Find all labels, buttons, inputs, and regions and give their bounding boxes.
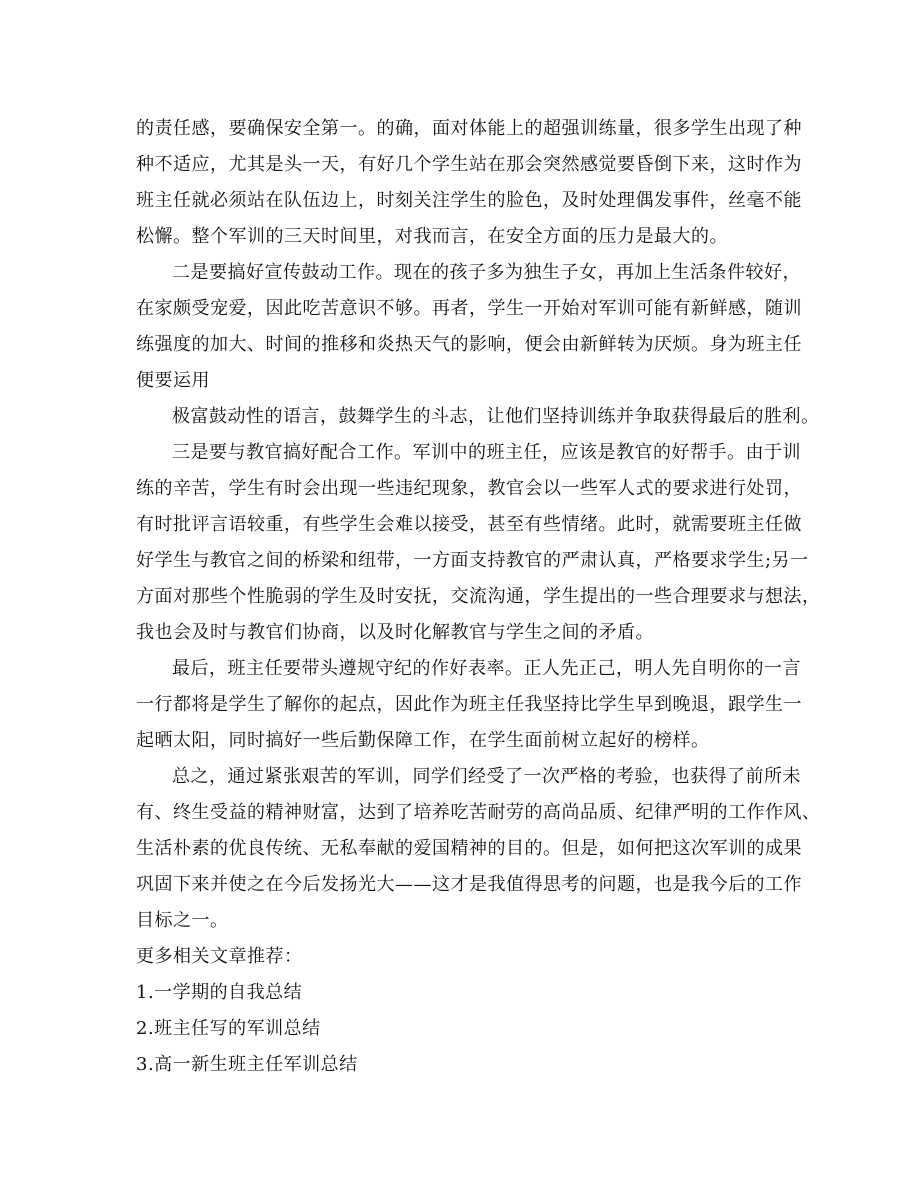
document-body — [136, 111, 821, 1083]
related-article-link[interactable]: 3.高一新生班主任军训总结 — [136, 1054, 358, 1075]
paragraph-line: 在家颇受宠爱，因此吃苦意识不够。再者，学生一开始对军训可能有新鲜感，随训 — [136, 298, 802, 319]
paragraph-line: 三是要与教官搞好配合工作。军训中的班主任，应该是教官的好帮手。由于训 — [172, 442, 801, 463]
paragraph-line: 极富鼓动性的语言，鼓舞学生的斗志，让他们坚持训练并争取获得最后的胜利。 — [172, 406, 820, 427]
paragraph-line: 一行都将是学生了解你的起点，因此作为班主任我坚持比学生早到晚退，跟学生一 — [136, 694, 802, 715]
paragraph-line: 方面对那些个性脆弱的学生及时安抚，交流沟通，学生提出的一些合理要求与想法， — [136, 586, 821, 607]
paragraph-line: 有、终生受益的精神财富，达到了培养吃苦耐劳的高尚品质、纪律严明的工作作风、 — [136, 802, 821, 823]
paragraph-line: 生活朴素的优良传统、无私奉献的爱国精神的目的。但是，如何把这次军训的成果 — [136, 838, 802, 859]
paragraph-line: 练强度的加大、时间的推移和炎热天气的影响，便会由新鲜转为厌烦。身为班主任 — [136, 334, 802, 355]
paragraph-line: 练的辛苦，学生有时会出现一些违纪现象，教官会以一些军人式的要求进行处罚， — [136, 478, 802, 499]
paragraph-line: 最后，班主任要带头遵规守纪的作好表率。正人先正己，明人先自明你的一言 — [172, 658, 801, 679]
paragraph-line: 我也会及时与教官们协商，以及时化解教官与学生之间的矛盾。 — [136, 622, 654, 643]
related-article-link[interactable]: 2.班主任写的军训总结 — [136, 1018, 321, 1039]
paragraph-line: 班主任就必须站在队伍边上，时刻关注学生的脸色，及时处理偶发事件，丝毫不能 — [136, 190, 802, 211]
paragraph-line: 总之，通过紧张艰苦的军训，同学们经受了一次严格的考验，也获得了前所未 — [172, 766, 801, 787]
paragraph-line: 起晒太阳，同时搞好一些后勤保障工作，在学生面前树立起好的榜样。 — [136, 730, 710, 751]
paragraph-line: 松懈。整个军训的三天时间里，对我而言，在安全方面的压力是最大的。 — [136, 226, 728, 247]
paragraph-line: 目标之一。 — [136, 910, 229, 931]
paragraph-line: 巩固下来并使之在今后发扬光大——这才是我值得思考的问题，也是我今后的工作 — [136, 874, 802, 895]
paragraph-line: 二是要搞好宣传鼓动工作。现在的孩子多为独生子女，再加上生活条件较好， — [172, 262, 801, 283]
paragraph-line: 好学生与教官之间的桥梁和纽带，一方面支持教官的严肃认真，严格要求学生;另一 — [136, 550, 809, 571]
paragraph-line: 便要运用 — [136, 370, 210, 391]
paragraph-line: 有时批评言语较重，有些学生会难以接受，甚至有些情绪。此时，就需要班主任做 — [136, 514, 802, 535]
paragraph-line: 种不适应，尤其是头一天，有好几个学生站在那会突然感觉要昏倒下来，这时作为 — [136, 154, 802, 175]
related-article-link[interactable]: 1.一学期的自我总结 — [136, 982, 303, 1003]
related-articles-heading: 更多相关文章推荐： — [136, 946, 303, 967]
paragraph-line: 的责任感，要确保安全第一。的确，面对体能上的超强训练量，很多学生出现了种 — [136, 118, 802, 139]
